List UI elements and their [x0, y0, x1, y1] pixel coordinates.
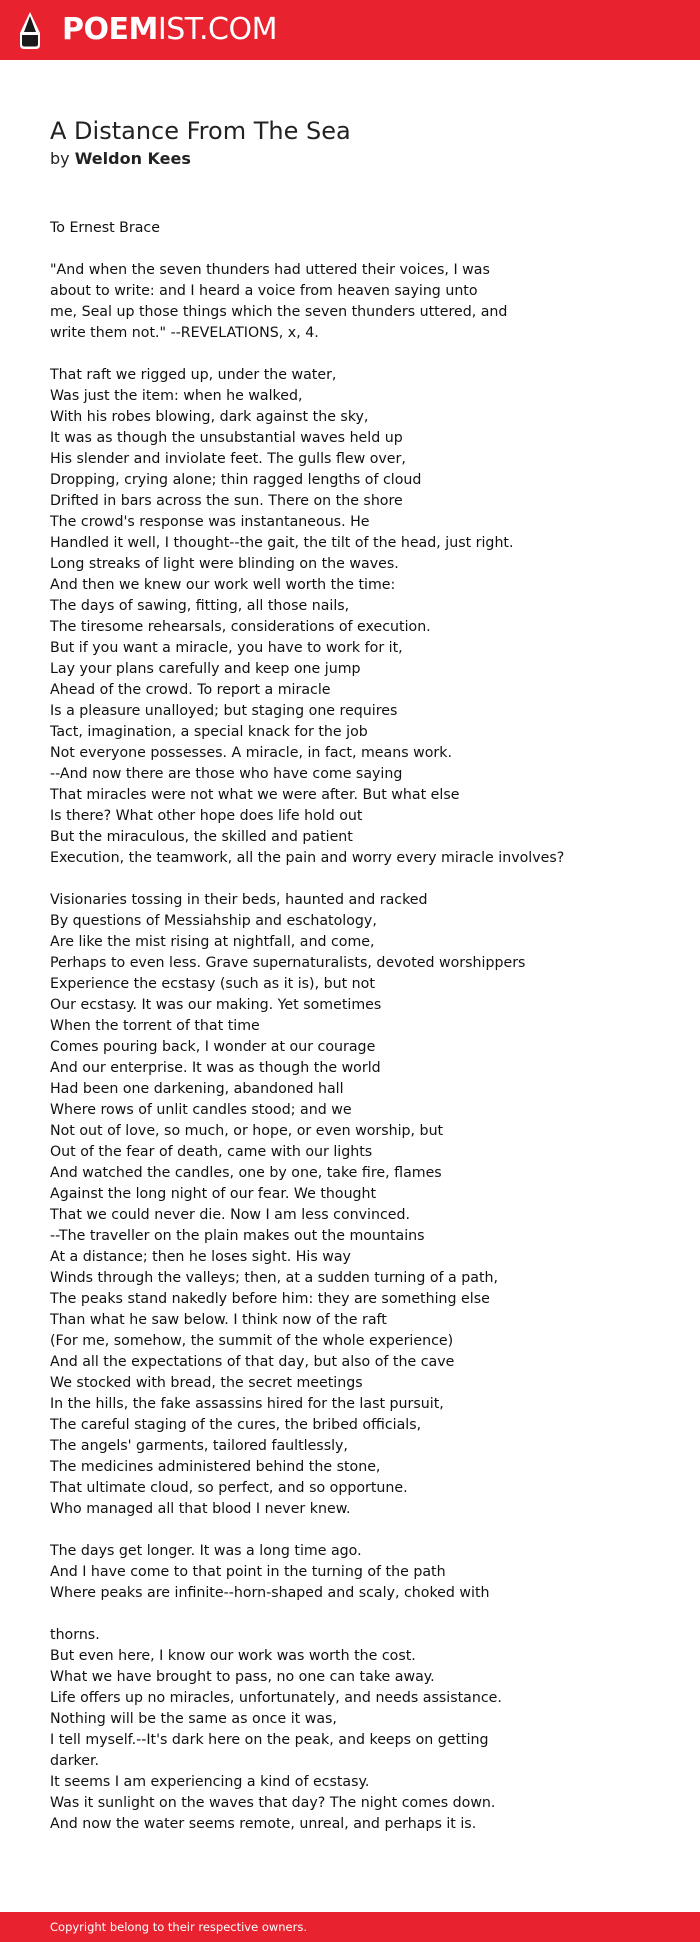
stanza-break: [50, 1604, 650, 1625]
poem-line: What we have brought to pass, no one can take away.: [50, 1669, 435, 1685]
poem-line: When the torrent of that time: [50, 1018, 260, 1034]
poem-line: We stocked with bread, the secret meetings: [50, 1375, 363, 1391]
poem-line: write them not." --REVELATIONS, x, 4.: [50, 325, 319, 341]
poem-line: That raft we rigged up, under the water,: [50, 367, 337, 383]
poem-line: thorns.: [50, 1627, 100, 1643]
poem-line: The careful staging of the cures, the bribed officials,: [50, 1417, 422, 1433]
poem-line: Lay your plans carefully and keep one jump: [50, 661, 361, 677]
poem-line: Dropping, crying alone; thin ragged lengths of cloud: [50, 472, 422, 488]
pen-nib-icon[interactable]: [18, 11, 42, 51]
poem-title: A Distance From The Sea: [50, 117, 351, 145]
poem-line: The days of sawing, fitting, all those nails,: [50, 598, 350, 614]
poem-line: Where rows of unlit candles stood; and we: [50, 1102, 352, 1118]
site-logo[interactable]: [62, 12, 277, 48]
poem-line: In the hills, the fake assassins hired for the last pursuit,: [50, 1396, 444, 1412]
poem-line: The medicines administered behind the stone,: [50, 1459, 381, 1475]
stanza-break: [50, 869, 650, 890]
logo-light-text: IST.COM: [157, 12, 277, 47]
stanza-break: [50, 239, 650, 260]
poem-line: --The traveller on the plain makes out the mountains: [50, 1228, 425, 1244]
poem-line: And then we knew our work well worth the time:: [50, 577, 396, 593]
poem-line: Is there? What other hope does life hold out: [50, 808, 363, 824]
poem-line: Not everyone possesses. A miracle, in fact, means work.: [50, 745, 452, 761]
poem-line: Our ecstasy. It was our making. Yet sometimes: [50, 997, 382, 1013]
poem-line: But the miraculous, the skilled and patient: [50, 829, 353, 845]
poem-line: That miracles were not what we were after. But what else: [50, 787, 460, 803]
poem-line: His slender and inviolate feet. The gulls flew over,: [50, 451, 406, 467]
poem-line: I tell myself.--It's dark here on the peak, and keeps on getting: [50, 1732, 489, 1748]
poem-line: Life offers up no miracles, unfortunately, and needs assistance.: [50, 1690, 502, 1706]
poem-line: That we could never die. Now I am less convinced.: [50, 1207, 411, 1223]
poem-line: Than what he saw below. I think now of the raft: [50, 1312, 387, 1328]
poem-line: (For me, somehow, the summit of the whole experience): [50, 1333, 454, 1349]
poem-line: And our enterprise. It was as though the world: [50, 1060, 381, 1076]
poem-line: But if you want a miracle, you have to work for it,: [50, 640, 403, 656]
poem-line: Had been one darkening, abandoned hall: [50, 1081, 344, 1097]
poem-line: darker.: [50, 1753, 100, 1769]
poem-line: And I have come to that point in the turning of the path: [50, 1564, 446, 1580]
author-name[interactable]: Weldon Kees: [74, 149, 191, 168]
poem-line: By questions of Messiahship and eschatology,: [50, 913, 377, 929]
poem-line: Long streaks of light were blinding on the waves.: [50, 556, 399, 572]
poem-line: Handled it well, I thought--the gait, the tilt of the head, just right.: [50, 535, 514, 551]
poem-line: Visionaries tossing in their beds, haunted and racked: [50, 892, 428, 908]
poem-line: Against the long night of our fear. We thought: [50, 1186, 377, 1202]
poem-line: The peaks stand nakedly before him: they are something else: [50, 1291, 490, 1307]
logo-bold-text: POEM: [62, 12, 158, 47]
poem-line: The days get longer. It was a long time ago.: [50, 1543, 362, 1559]
poem-line: Is a pleasure unalloyed; but staging one requires: [50, 703, 398, 719]
poem-body: [50, 218, 650, 1835]
poem-line: Where peaks are infinite--horn-shaped and scaly, choked with: [50, 1585, 490, 1601]
poem-line: Perhaps to even less. Grave supernaturalists, devoted worshippers: [50, 955, 526, 971]
by-label: by: [50, 149, 70, 168]
poem-line: Experience the ecstasy (such as it is), but not: [50, 976, 375, 992]
poem-line: about to write: and I heard a voice from heaven saying unto: [50, 283, 478, 299]
site-header: [0, 0, 700, 60]
stanza-break: [50, 1520, 650, 1541]
poem-line: And now the water seems remote, unreal, and perhaps it is.: [50, 1816, 477, 1832]
byline: [50, 148, 191, 170]
poem-line: It was as though the unsubstantial waves held up: [50, 430, 403, 446]
site-footer: [0, 1912, 700, 1942]
poem-line: With his robes blowing, dark against the sky,: [50, 409, 369, 425]
poem-line: The tiresome rehearsals, considerations of execution.: [50, 619, 431, 635]
poem-line: And all the expectations of that day, but also of the cave: [50, 1354, 455, 1370]
poem-line: But even here, I know our work was worth the cost.: [50, 1648, 416, 1664]
poem-line: Drifted in bars across the sun. There on the shore: [50, 493, 403, 509]
poem-line: That ultimate cloud, so perfect, and so opportune.: [50, 1480, 408, 1496]
poem-line: Comes pouring back, I wonder at our courage: [50, 1039, 376, 1055]
poem-line: Winds through the valleys; then, at a sudden turning of a path,: [50, 1270, 499, 1286]
poem-line: Are like the mist rising at nightfall, and come,: [50, 934, 375, 950]
poem-line: Nothing will be the same as once it was,: [50, 1711, 337, 1727]
poem-line: --And now there are those who have come saying: [50, 766, 403, 782]
poem-line: "And when the seven thunders had uttered their voices, I was: [50, 262, 490, 278]
poem-line: To Ernest Brace: [50, 220, 160, 236]
poem-line: At a distance; then he loses sight. His way: [50, 1249, 351, 1265]
poem-line: Was just the item: when he walked,: [50, 388, 303, 404]
poem-line: Was it sunlight on the waves that day? The night comes down.: [50, 1795, 496, 1811]
stanza-break: [50, 344, 650, 365]
poem-line: Out of the fear of death, came with our lights: [50, 1144, 373, 1160]
poem-line: And watched the candles, one by one, take fire, flames: [50, 1165, 442, 1181]
poem-line: Who managed all that blood I never knew.: [50, 1501, 351, 1517]
poem-line: me, Seal up those things which the seven thunders uttered, and: [50, 304, 508, 320]
poem-line: Execution, the teamwork, all the pain and worry every miracle involves?: [50, 850, 565, 866]
poem-line: The angels' garments, tailored faultlessly,: [50, 1438, 348, 1454]
poem-line: Ahead of the crowd. To report a miracle: [50, 682, 331, 698]
poem-line: The crowd's response was instantaneous. He: [50, 514, 370, 530]
poem-line: It seems I am experiencing a kind of ecstasy.: [50, 1774, 370, 1790]
poem-line: Tact, imagination, a special knack for the job: [50, 724, 368, 740]
copyright-text: Copyright belong to their respective owners.: [50, 1920, 308, 1934]
poem-line: Not out of love, so much, or hope, or even worship, but: [50, 1123, 444, 1139]
